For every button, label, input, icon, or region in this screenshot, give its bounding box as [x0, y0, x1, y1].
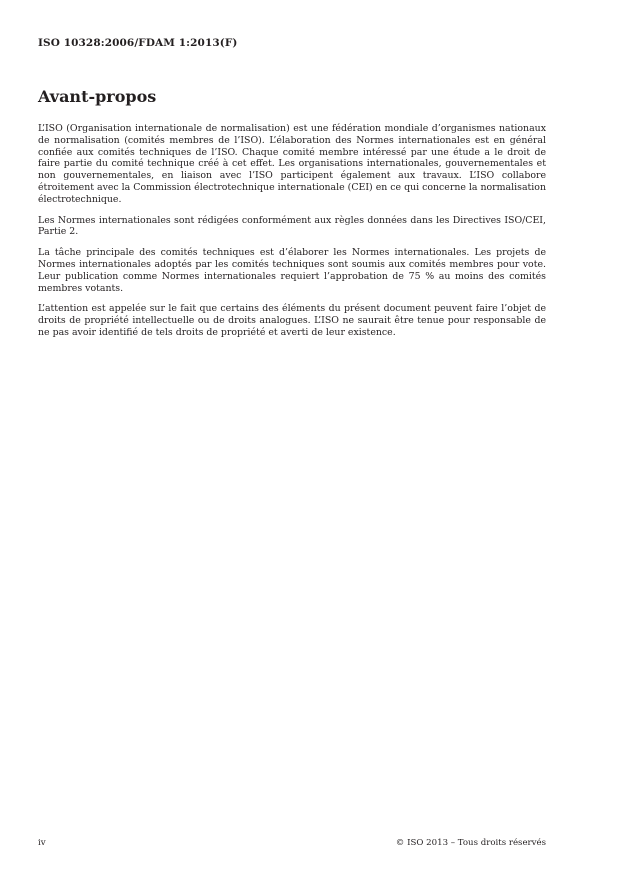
copyright-notice: © ISO 2013 – Tous droits réservés [395, 838, 546, 848]
body-text [38, 123, 546, 348]
page-number: iv [38, 838, 46, 848]
page-title: Avant-propos [38, 87, 157, 106]
document-id-header: ISO 10328:2006/FDAM 1:2013(F) [38, 37, 238, 49]
page-footer [38, 838, 546, 848]
paragraph-patent-rights: L’attention est appelée sur le fait que certains des éléments du présent document peuvent faire l’objet de droits de propriété intellectuelle ou de droits analogues. L’ISO ne saurait être tenue pour responsable de ne pas avoir identifié de tels droits de propriété et averti de leur existence. [38, 303, 546, 338]
paragraph-technical-committees: La tâche principale des comités techniques est d’élaborer les Normes internationales. Les projets de Normes internationales adoptés par les comités techniques sont soumis aux comités membres pour vote. Leur publication comme Normes internationales requiert l’approbation de 75 % au moins des comités membres votants. [38, 247, 546, 294]
paragraph-directives: Les Normes internationales sont rédigées conformément aux règles données dans les Directives ISO/CEI, Partie 2. [38, 214, 546, 238]
paragraph-iso-organisation: L’ISO (Organisation internationale de normalisation) est une fédération mondiale d’organismes nationaux de normalisation (comités membres de l’ISO). L’élaboration des Normes internationales est en général confiée aux comités techniques de l’ISO. Chaque comité membre intéressé par une étude a le droit de faire partie du comité technique créé à cet effet. Les organisations internationales, gouvernementales et non gouvernementales, en liaison avec l’ISO participent également aux travaux. L’ISO collabore étroitement avec la Commission électrotechnique internationale (CEI) en ce qui concerne la normalisation électrotechnique. [38, 123, 546, 205]
